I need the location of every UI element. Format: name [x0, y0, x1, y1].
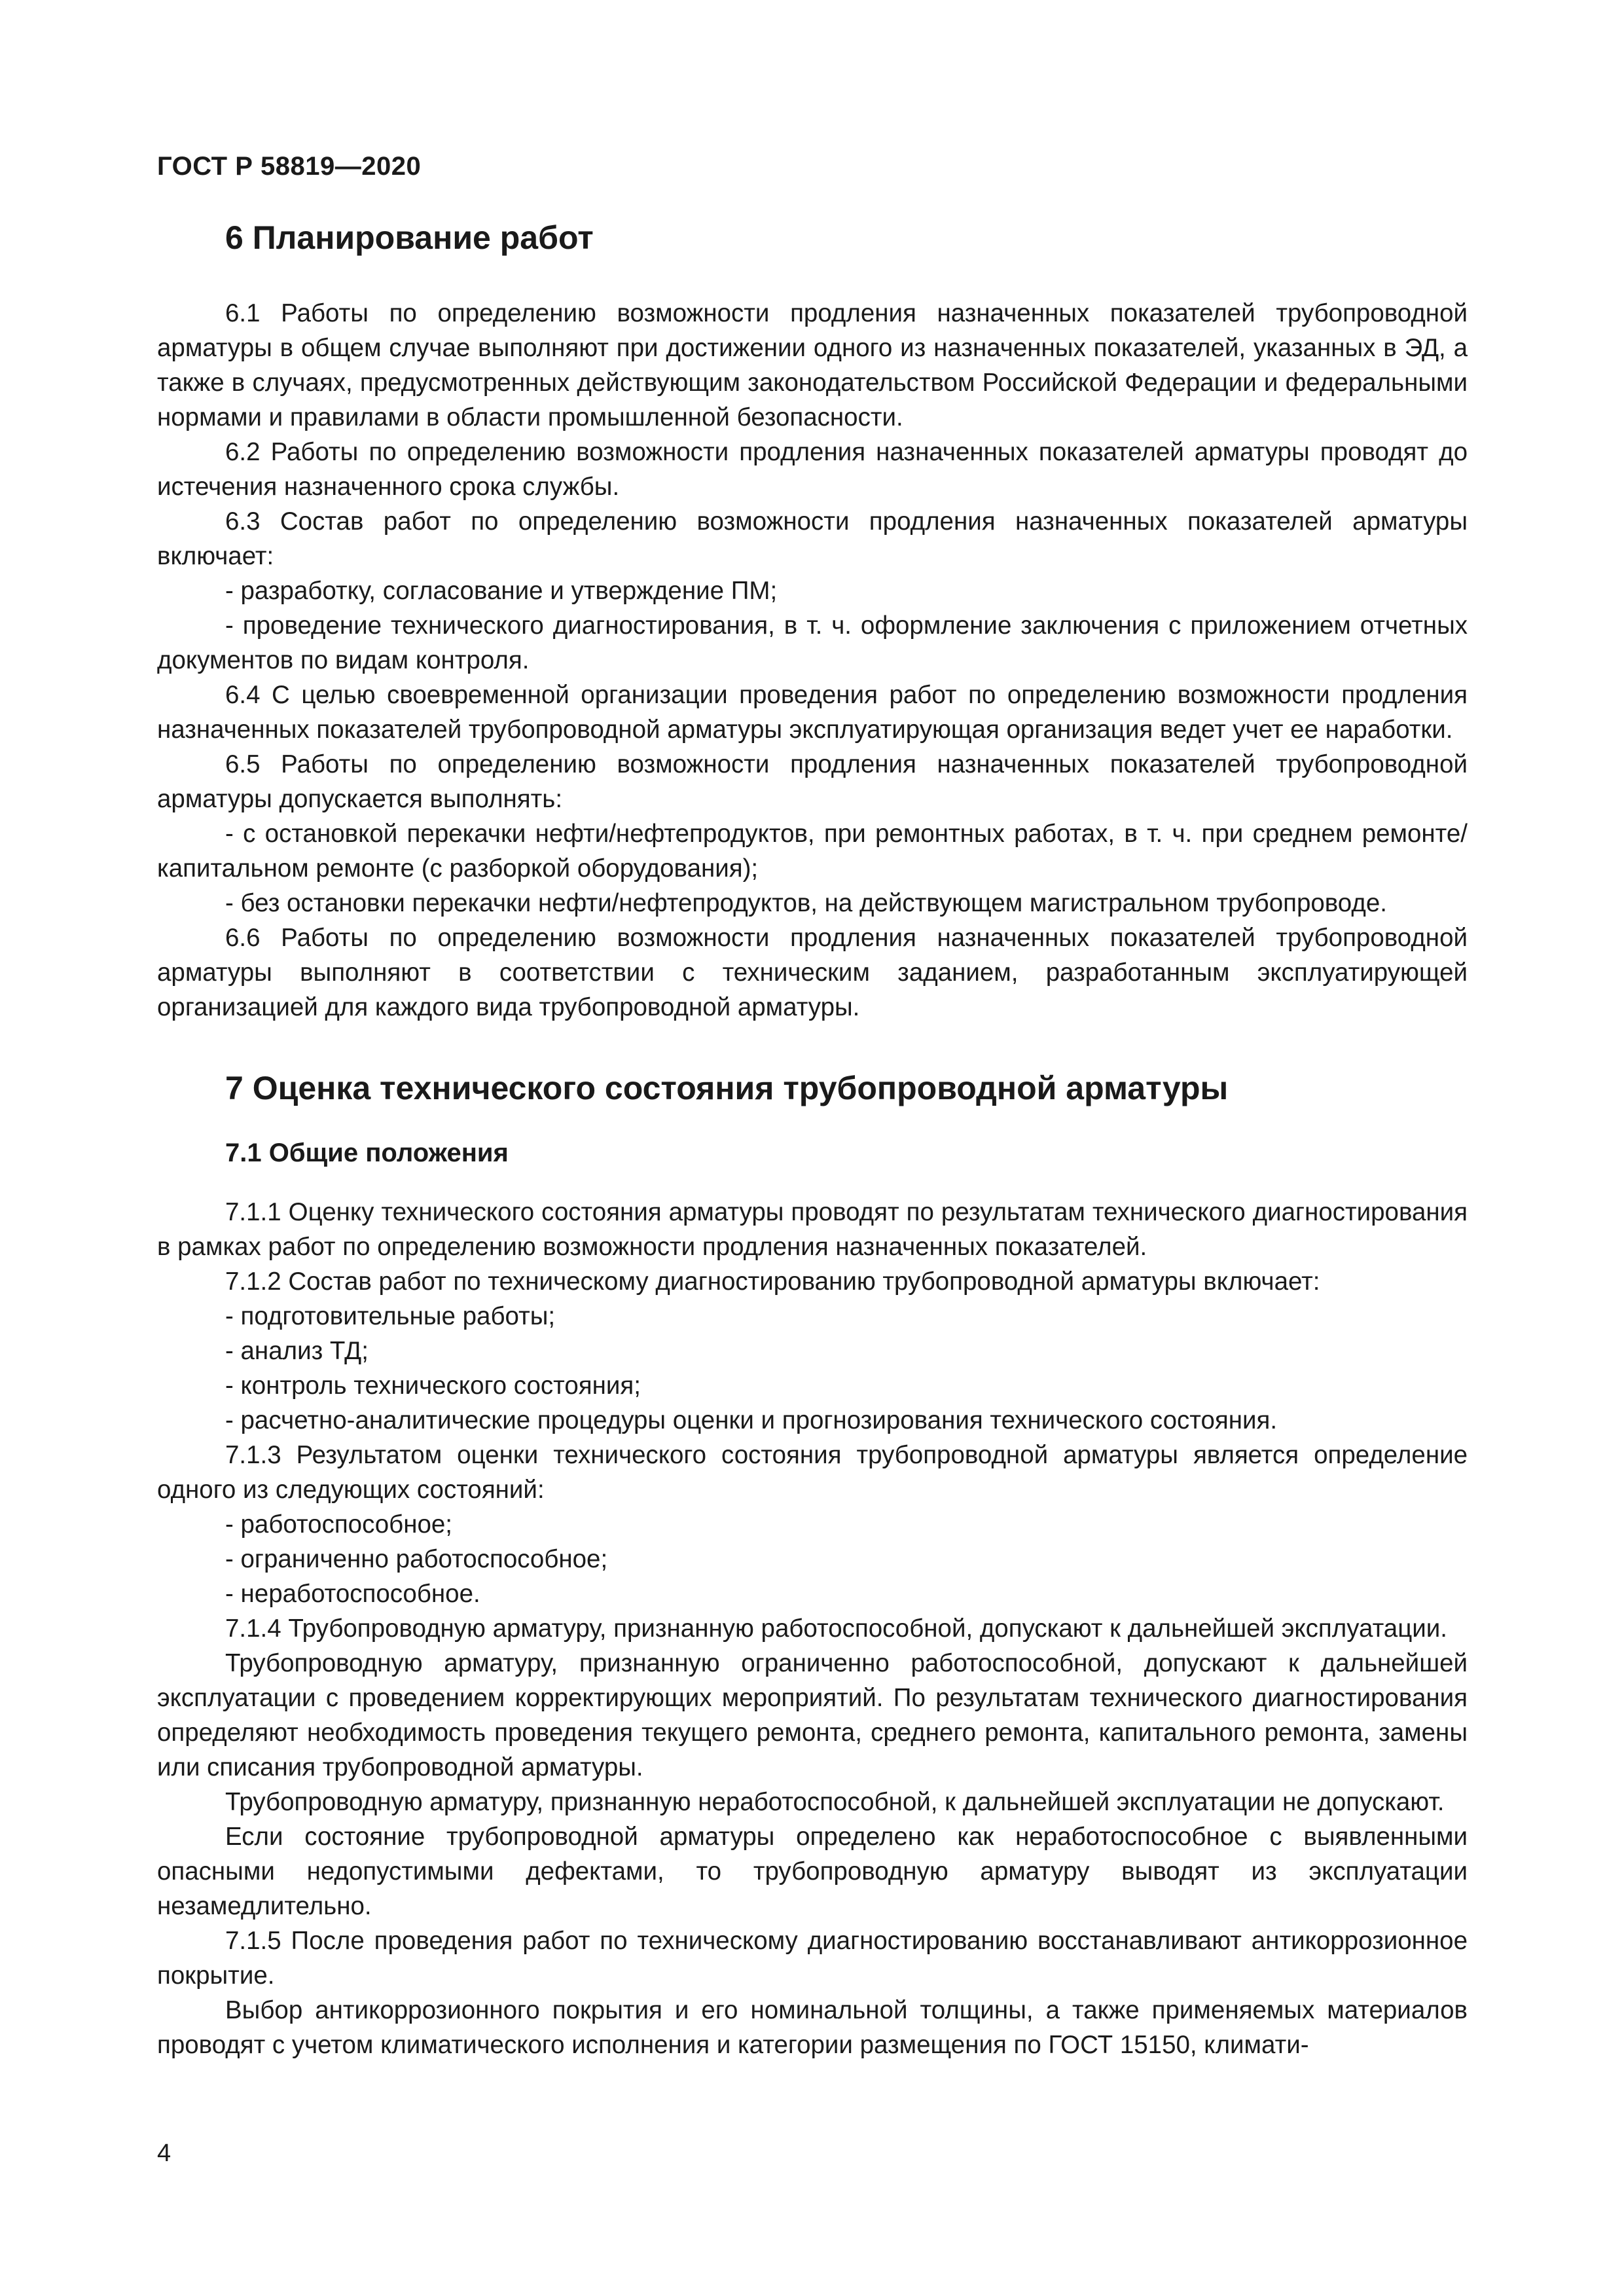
paragraph-7-1-2: 7.1.2 Состав работ по техническому диагностированию трубопроводной арматуры включает: — [225, 1267, 1320, 1296]
paragraph-7-1-5: 7.1.5 После проведения работ по техническому диагностированию восстанавливают антикоррозионное покрытие. — [157, 1927, 1468, 1990]
paragraph-7-1-1: 7.1.1 Оценку технического состояния арматуры проводят по результатам технического диагностирования в рамках работ по определению возможности продления назначенных показателей. — [157, 1198, 1468, 1261]
list-item: - неработоспособное. — [225, 1580, 480, 1608]
paragraph-7-1-4-d: Если состояние трубопроводной арматуры определено как неработоспособное с выявленными опасными недопустимыми дефектами, то трубопроводную арматуру выводят из эксплуатации незамедлительно. — [157, 1823, 1468, 1920]
list-item: - ограниченно работоспособное; — [225, 1545, 608, 1573]
paragraph-7-1-4: 7.1.4 Трубопроводную арматуру, признанную работоспособной, допускают к дальнейшей эксплуатации. — [225, 1614, 1447, 1643]
list-item: - расчетно-аналитические процедуры оценки и прогнозирования технического состояния. — [225, 1406, 1278, 1434]
list-item: - разработку, согласование и утверждение ПМ; — [225, 577, 778, 605]
list-item: - проведение технического диагностирования, в т. ч. оформление заключения с приложением отчетных документов по видам контроля. — [157, 611, 1468, 674]
paragraph-6-6: 6.6 Работы по определению возможности продления назначенных показателей трубопроводной арматуры выполняют в соответствии с техническим заданием, разработанным эксплуатирующей организацией для каждого вида трубопроводной арматуры. — [157, 924, 1468, 1021]
paragraph-7-1-5-b: Выбор антикоррозионного покрытия и его номинальной толщины, а также применяемых материалов проводят с учетом климатического исполнения и категории размещения по ГОСТ 15150, климати- — [157, 1996, 1468, 2059]
list-item: - с остановкой перекачки нефти/нефтепродуктов, при ремонтных работах, в т. ч. при среднем ремонте/капитальном ремонте (с разборкой оборудования); — [157, 820, 1468, 883]
list-item: - контроль технического состояния; — [225, 1372, 641, 1400]
list-item: - работоспособное; — [225, 1510, 453, 1539]
paragraph-6-3: 6.3 Состав работ по определению возможности продления назначенных показателей арматуры включает: — [157, 507, 1468, 570]
paragraph-7-1-4-b: Трубопроводную арматуру, признанную ограниченно работоспособной, допускают к дальнейшей эксплуатации с проведением корректирующих мероприятий. По результатам технического диагностирования определяют необходимость проведения текущего ремонта, среднего ремонта, капитального ремонта, замены или списания трубопроводной арматуры. — [157, 1649, 1468, 1781]
list-item: - подготовительные работы; — [225, 1302, 556, 1330]
subsection-7-1-heading: 7.1 Общие положения — [225, 1139, 509, 1167]
paragraph-6-2: 6.2 Работы по определению возможности продления назначенных показателей арматуры проводят до истечения назначенного срока службы. — [157, 438, 1468, 501]
paragraph-7-1-3: 7.1.3 Результатом оценки технического состояния трубопроводной арматуры является определение одного из следующих состояний: — [157, 1441, 1468, 1504]
document-code: ГОСТ Р 58819—2020 — [157, 152, 422, 181]
paragraph-6-5: 6.5 Работы по определению возможности продления назначенных показателей трубопроводной арматуры допускается выполнять: — [157, 750, 1468, 813]
page-content — [157, 216, 1468, 2062]
page-number: 4 — [157, 2140, 171, 2167]
list-item: - анализ ТД; — [225, 1337, 369, 1365]
paragraph-6-1: 6.1 Работы по определению возможности продления назначенных показателей трубопроводной арматуры в общем случае выполняют при достижении одного из назначенных показателей, указанных в ЭД, а также в случаях, предусмотренных действующим законодательством Российской Федерации и федеральными нормами и правилами в области промышленной безопасности. — [157, 299, 1468, 431]
section-7-heading: 7 Оценка технического состояния трубопроводной арматуры — [225, 1070, 1229, 1106]
paragraph-6-4: 6.4 С целью своевременной организации проведения работ по определению возможности продления назначенных показателей трубопроводной арматуры эксплуатирующая организация ведет учет ее наработки. — [157, 681, 1468, 744]
paragraph-7-1-4-c: Трубопроводную арматуру, признанную неработоспособной, к дальнейшей эксплуатации не допускают. — [225, 1788, 1445, 1816]
list-item: - без остановки перекачки нефти/нефтепродуктов, на действующем магистральном трубопроводе. — [225, 889, 1387, 917]
section-6-heading: 6 Планирование работ — [225, 219, 594, 256]
